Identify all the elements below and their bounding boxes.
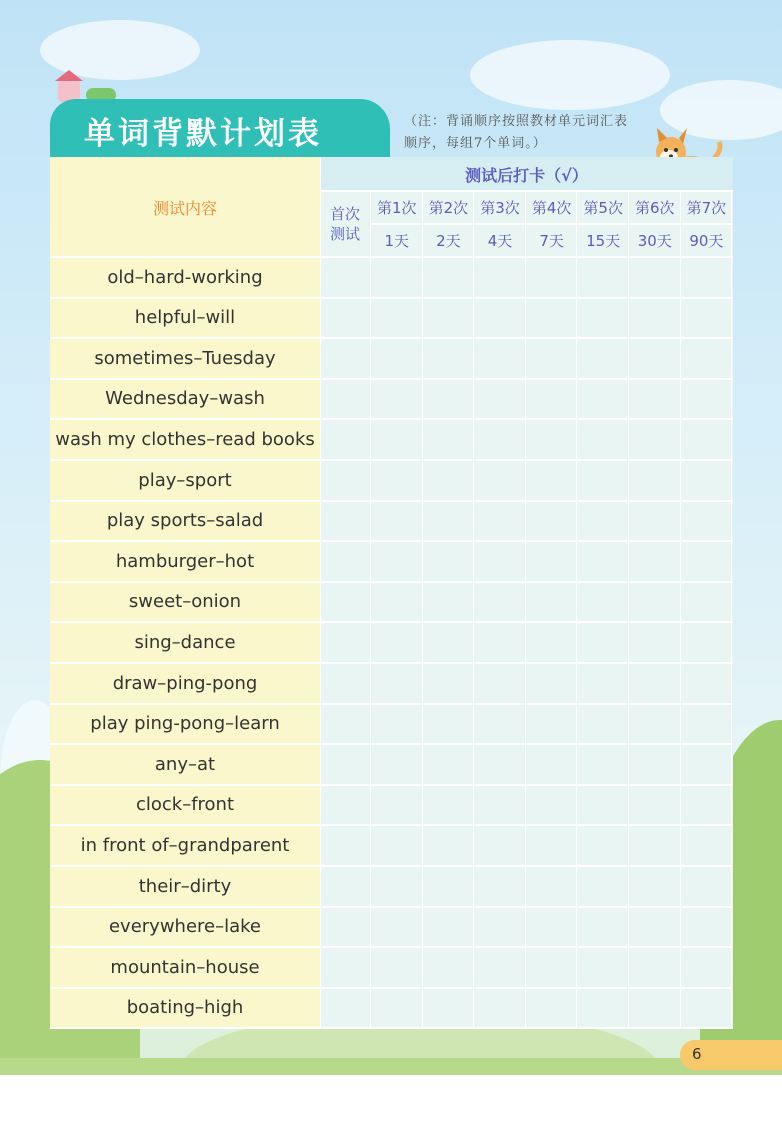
round-checkbox[interactable]: [526, 420, 577, 459]
round-checkbox[interactable]: [629, 380, 680, 419]
round-checkbox[interactable]: [526, 461, 577, 500]
round-checkbox[interactable]: [423, 258, 474, 297]
round-days: 1天: [384, 231, 410, 250]
round-checkbox[interactable]: [577, 705, 628, 744]
round-checkbox[interactable]: [681, 542, 732, 581]
round-checkbox[interactable]: [371, 461, 422, 500]
round-checkbox[interactable]: [577, 502, 628, 541]
round-checkbox[interactable]: [681, 583, 732, 622]
round-checkbox[interactable]: [577, 258, 628, 297]
round-checkbox[interactable]: [423, 786, 474, 825]
grid-line: [371, 223, 733, 225]
checkin-header: 测试后打卡（√）: [320, 157, 733, 191]
round-checkbox[interactable]: [681, 502, 732, 541]
word-row-label: everywhere–lake: [108, 916, 262, 938]
first-test-checkbox[interactable]: [321, 542, 370, 581]
first-test-checkbox[interactable]: [321, 339, 370, 378]
round-checkbox[interactable]: [577, 420, 628, 459]
first-test-checkbox[interactable]: [321, 623, 370, 662]
round-checkbox[interactable]: [371, 786, 422, 825]
word-row-label: their–dirty: [138, 875, 232, 897]
word-row-label: play ping-pong–learn: [90, 713, 280, 735]
first-test-checkbox[interactable]: [321, 299, 370, 338]
round-checkbox[interactable]: [526, 502, 577, 541]
page-number-badge: [680, 1040, 782, 1070]
round-checkbox[interactable]: [423, 826, 474, 865]
round-checkbox[interactable]: [474, 745, 525, 784]
round-checkbox[interactable]: [423, 299, 474, 338]
round-label: 第5次: [583, 198, 623, 217]
word-row-label: in front of–grandparent: [80, 834, 290, 856]
round-checkbox[interactable]: [423, 542, 474, 581]
round-checkbox[interactable]: [629, 623, 680, 662]
round-checkbox[interactable]: [629, 258, 680, 297]
round-checkbox[interactable]: [526, 989, 577, 1028]
round-checkbox[interactable]: [474, 908, 525, 947]
round-checkbox[interactable]: [474, 786, 525, 825]
round-checkbox[interactable]: [629, 989, 680, 1028]
round-checkbox[interactable]: [526, 705, 577, 744]
round-checkbox[interactable]: [371, 705, 422, 744]
round-checkbox[interactable]: [681, 623, 732, 662]
round-checkbox[interactable]: [681, 705, 732, 744]
round-checkbox[interactable]: [474, 867, 525, 906]
round-checkbox[interactable]: [681, 867, 732, 906]
round-checkbox[interactable]: [629, 502, 680, 541]
round-checkbox[interactable]: [681, 908, 732, 947]
round-checkbox[interactable]: [423, 623, 474, 662]
round-checkbox[interactable]: [681, 461, 732, 500]
first-test-checkbox[interactable]: [321, 948, 370, 987]
first-test-checkbox[interactable]: [321, 380, 370, 419]
first-test-checkbox[interactable]: [321, 258, 370, 297]
word-row-label: Wednesday–wash: [105, 388, 265, 410]
round-checkbox[interactable]: [681, 258, 732, 297]
round-checkbox[interactable]: [681, 299, 732, 338]
round-checkbox[interactable]: [526, 664, 577, 703]
round-checkbox[interactable]: [629, 786, 680, 825]
word-row-label: sweet–onion: [128, 591, 242, 613]
round-checkbox[interactable]: [423, 705, 474, 744]
word-row-label: sing–dance: [134, 631, 236, 653]
first-test-checkbox[interactable]: [321, 502, 370, 541]
round-days: 90天: [689, 231, 724, 250]
round-checkbox[interactable]: [526, 339, 577, 378]
round-checkbox[interactable]: [526, 745, 577, 784]
round-checkbox[interactable]: [526, 867, 577, 906]
round-checkbox[interactable]: [423, 745, 474, 784]
round-checkbox[interactable]: [423, 502, 474, 541]
round-checkbox[interactable]: [629, 583, 680, 622]
word-row-label: helpful–will: [134, 307, 236, 329]
round-days: 2天: [436, 231, 461, 250]
word-row-label: any–at: [154, 753, 216, 775]
round-checkbox[interactable]: [474, 542, 525, 581]
round-checkbox[interactable]: [629, 826, 680, 865]
round-checkbox[interactable]: [371, 908, 422, 947]
round-checkbox[interactable]: [577, 786, 628, 825]
round-checkbox[interactable]: [526, 786, 577, 825]
title-banner: [50, 99, 390, 157]
round-checkbox[interactable]: [681, 745, 732, 784]
round-checkbox[interactable]: [526, 542, 577, 581]
word-row-label: hamburger–hot: [115, 550, 255, 572]
round-checkbox[interactable]: [474, 948, 525, 987]
round-checkbox[interactable]: [474, 461, 525, 500]
round-days: 7天: [539, 231, 564, 250]
round-label: 第4次: [531, 198, 572, 217]
round-checkbox[interactable]: [629, 948, 680, 987]
first-test-header: 首次 测试: [329, 205, 360, 243]
round-checkbox[interactable]: [577, 908, 628, 947]
word-row-label: sometimes–Tuesday: [94, 347, 276, 369]
word-row-label: play–sport: [138, 469, 232, 491]
round-checkbox[interactable]: [526, 299, 577, 338]
word-row-label: old–hard-working: [107, 266, 263, 288]
round-checkbox[interactable]: [629, 867, 680, 906]
round-checkbox[interactable]: [681, 664, 732, 703]
round-checkbox[interactable]: [577, 542, 628, 581]
round-checkbox[interactable]: [577, 826, 628, 865]
round-checkbox[interactable]: [526, 258, 577, 297]
round-checkbox[interactable]: [423, 989, 474, 1028]
grid-line: [320, 190, 733, 192]
round-checkbox[interactable]: [423, 867, 474, 906]
round-checkbox[interactable]: [681, 948, 732, 987]
round-checkbox[interactable]: [681, 826, 732, 865]
word-row-label: draw–ping-pong: [112, 672, 258, 694]
round-checkbox[interactable]: [423, 664, 474, 703]
round-checkbox[interactable]: [629, 745, 680, 784]
round-checkbox[interactable]: [371, 867, 422, 906]
round-checkbox[interactable]: [577, 583, 628, 622]
round-checkbox[interactable]: [423, 380, 474, 419]
round-checkbox[interactable]: [371, 502, 422, 541]
round-checkbox[interactable]: [577, 623, 628, 662]
content-header: 测试内容: [152, 198, 217, 218]
round-checkbox[interactable]: [371, 380, 422, 419]
round-checkbox[interactable]: [371, 339, 422, 378]
round-checkbox[interactable]: [371, 664, 422, 703]
first-test-checkbox[interactable]: [321, 786, 370, 825]
first-test-checkbox[interactable]: [321, 867, 370, 906]
round-checkbox[interactable]: [423, 461, 474, 500]
round-checkbox[interactable]: [474, 258, 525, 297]
round-checkbox[interactable]: [371, 623, 422, 662]
first-test-checkbox[interactable]: [321, 908, 370, 947]
round-checkbox[interactable]: [629, 908, 680, 947]
round-checkbox[interactable]: [474, 705, 525, 744]
page-title: 单词背默计划表: [84, 116, 322, 152]
round-checkbox[interactable]: [577, 339, 628, 378]
round-checkbox[interactable]: [423, 339, 474, 378]
round-checkbox[interactable]: [371, 420, 422, 459]
round-checkbox[interactable]: [474, 664, 525, 703]
word-row-label: boating–high: [126, 997, 244, 1019]
first-test-checkbox[interactable]: [321, 420, 370, 459]
first-test-checkbox[interactable]: [321, 461, 370, 500]
round-checkbox[interactable]: [371, 258, 422, 297]
round-checkbox[interactable]: [629, 542, 680, 581]
round-checkbox[interactable]: [577, 745, 628, 784]
round-checkbox[interactable]: [371, 542, 422, 581]
round-checkbox[interactable]: [577, 867, 628, 906]
round-checkbox[interactable]: [629, 339, 680, 378]
round-checkbox[interactable]: [474, 502, 525, 541]
word-row-label: clock–front: [135, 794, 235, 816]
plan-table: [50, 157, 733, 1029]
grid-line: [731, 191, 732, 1029]
note-text: （注：背诵顺序按照教材单元词汇表顺序，每组7个单词。）: [404, 114, 629, 151]
round-days: 30天: [637, 231, 672, 250]
round-checkbox[interactable]: [474, 583, 525, 622]
round-checkbox[interactable]: [423, 908, 474, 947]
first-test-checkbox[interactable]: [321, 705, 370, 744]
round-checkbox[interactable]: [681, 339, 732, 378]
first-test-checkbox[interactable]: [321, 583, 370, 622]
round-checkbox[interactable]: [474, 299, 525, 338]
round-checkbox[interactable]: [371, 583, 422, 622]
word-row-label: play sports–salad: [106, 510, 264, 532]
round-checkbox[interactable]: [526, 583, 577, 622]
round-label: 第1次: [377, 198, 417, 217]
round-checkbox[interactable]: [629, 299, 680, 338]
round-checkbox[interactable]: [526, 948, 577, 987]
round-checkbox[interactable]: [526, 826, 577, 865]
round-checkbox[interactable]: [629, 461, 680, 500]
round-checkbox[interactable]: [577, 664, 628, 703]
round-checkbox[interactable]: [629, 664, 680, 703]
round-checkbox[interactable]: [371, 989, 422, 1028]
round-label: 第2次: [428, 198, 469, 217]
round-checkbox[interactable]: [371, 299, 422, 338]
first-test-checkbox[interactable]: [321, 826, 370, 865]
round-checkbox[interactable]: [526, 623, 577, 662]
first-test-checkbox[interactable]: [321, 989, 370, 1028]
round-checkbox[interactable]: [577, 948, 628, 987]
round-checkbox[interactable]: [577, 380, 628, 419]
round-label: 第6次: [635, 198, 675, 217]
round-checkbox[interactable]: [577, 461, 628, 500]
round-checkbox[interactable]: [474, 989, 525, 1028]
cloud-decoration: [470, 40, 670, 110]
first-test-checkbox[interactable]: [321, 745, 370, 784]
round-checkbox[interactable]: [681, 786, 732, 825]
round-days: 15天: [586, 231, 621, 250]
round-checkbox[interactable]: [474, 623, 525, 662]
grass-strip: [0, 1058, 782, 1075]
first-test-checkbox[interactable]: [321, 664, 370, 703]
round-checkbox[interactable]: [423, 583, 474, 622]
round-checkbox[interactable]: [371, 948, 422, 987]
round-checkbox[interactable]: [681, 420, 732, 459]
round-checkbox[interactable]: [681, 380, 732, 419]
word-row-label: wash my clothes–read books: [55, 428, 315, 450]
round-checkbox[interactable]: [371, 826, 422, 865]
round-checkbox[interactable]: [629, 420, 680, 459]
round-label: 第3次: [480, 198, 520, 217]
round-checkbox[interactable]: [474, 826, 525, 865]
round-checkbox[interactable]: [371, 745, 422, 784]
round-checkbox[interactable]: [423, 948, 474, 987]
round-checkbox[interactable]: [577, 989, 628, 1028]
round-checkbox[interactable]: [526, 380, 577, 419]
word-row-label: mountain–house: [110, 956, 260, 978]
page-number: 6: [692, 1045, 702, 1063]
round-checkbox[interactable]: [681, 989, 732, 1028]
round-checkbox[interactable]: [423, 420, 474, 459]
round-days: 4天: [487, 231, 513, 250]
round-checkbox[interactable]: [577, 299, 628, 338]
round-checkbox[interactable]: [526, 908, 577, 947]
round-checkbox[interactable]: [474, 380, 525, 419]
round-checkbox[interactable]: [629, 705, 680, 744]
round-checkbox[interactable]: [474, 420, 525, 459]
round-label: 第7次: [686, 198, 727, 217]
round-checkbox[interactable]: [474, 339, 525, 378]
